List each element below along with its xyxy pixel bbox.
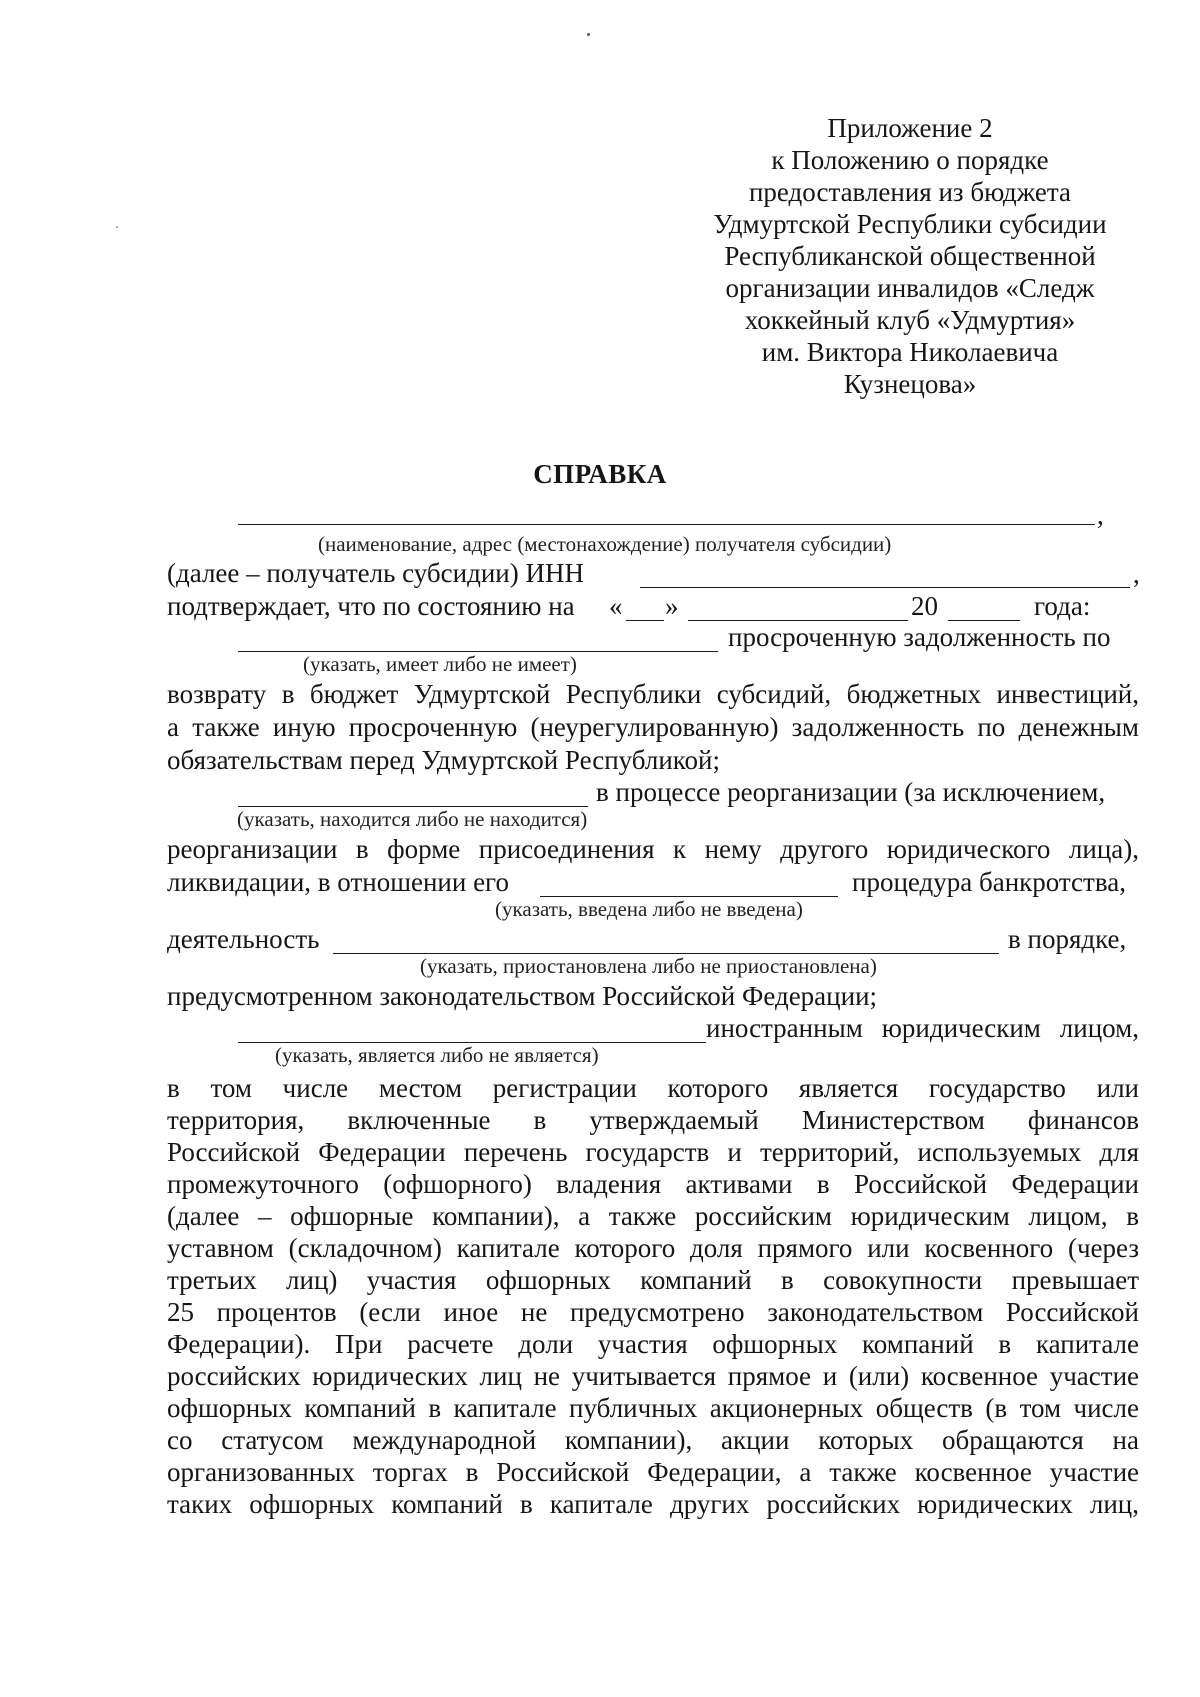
paragraph-line: офшорных компаний в капитале публичных акционерных обществ (в том числе (167, 1393, 1139, 1423)
debt-line: а также иную просроченную (неурегулированную) задолженность по денежным (167, 712, 1139, 742)
appendix-header (700, 112, 1120, 400)
appendix-line: к Положению о порядке (771, 145, 1049, 175)
inn-field[interactable] (640, 587, 1130, 588)
quote-open: « (609, 591, 623, 621)
debt-line: обязательствам перед Удмуртской Республикой; (167, 745, 720, 775)
scan-speck (116, 226, 118, 228)
scan-speck (587, 33, 590, 36)
paragraph-line: территория, включенные в утверждаемый Министерством финансов (167, 1105, 1139, 1135)
activity-line-text: предусмотренном законодательством Российской Федерации; (167, 981, 878, 1011)
bankruptcy-text: процедура банкротства, (852, 867, 1126, 897)
paragraph-line: третьих лиц) участия офшорных компаний в совокупности превышает (167, 1265, 1139, 1295)
paragraph-line: (далее – офшорные компании), а также российским юридическим лицом, в (167, 1201, 1139, 1231)
paragraph-line: 25 процентов (если иное не предусмотрено законодательством Российской (167, 1297, 1139, 1327)
date-line (167, 589, 1139, 623)
appendix-line: предоставления из бюджета (748, 177, 1072, 207)
paragraph-line: таких офшорных компаний в капитале других российских юридических лиц, (167, 1489, 1139, 1519)
paragraph-line: Российской Федерации перечень государств и территорий, используемых для (167, 1137, 1139, 1167)
debt-line: возврату в бюджет Удмуртской Республики субсидий, бюджетных инвестиций, (167, 679, 1139, 709)
activity-line (167, 922, 1139, 956)
appendix-line: хоккейный клуб «Удмуртия» (744, 305, 1076, 335)
confirm-text: подтверждает, что по состоянию на (167, 591, 575, 621)
paragraph-line: промежуточного (офшорного) владения активами в Российской Федерации (167, 1169, 1139, 1199)
document-title: СПРАВКА (533, 459, 667, 489)
year-suffix: года: (1034, 591, 1091, 621)
paragraph-line: в том числе местом регистрации которого является государство или (167, 1073, 1139, 1103)
quote-close: » (665, 591, 679, 621)
activity-order: в порядке, (1008, 924, 1127, 954)
paragraph-line: российских юридических лиц не учитывается прямое и (или) косвенное участие (167, 1361, 1139, 1391)
activity-caption: (указать, приостановлена либо не приостановлена) (420, 954, 877, 978)
appendix-line: им. Виктора Николаевича (761, 337, 1059, 367)
reorg-text: в процессе реорганизации (за исключением, (596, 777, 1106, 807)
recipient-name-field[interactable] (238, 524, 1095, 525)
reorg-caption: (указать, находится либо не находится) (237, 807, 588, 831)
appendix-line: Приложение 2 (827, 113, 993, 143)
bankruptcy-caption: (указать, введена либо не введена) (495, 897, 803, 921)
appendix-line: Удмуртской Республики субсидии (713, 209, 1107, 239)
liquidation-text: ликвидации, в отношении его (167, 867, 509, 897)
foreign-text: иностранным юридическим лицом, (706, 1013, 1139, 1043)
reorg-line: реорганизации в форме присоединения к нему другого юридического лица), (167, 834, 1139, 864)
comma: , (1097, 500, 1104, 530)
paragraph-line: Федерации). При расчете доли участия офшорных компаний в капитале (167, 1329, 1139, 1359)
comma: , (1133, 559, 1140, 589)
debt-caption: (указать, имеет либо не имеет) (303, 652, 577, 676)
activity-label: деятельность (167, 924, 320, 954)
inn-line (167, 556, 1139, 590)
recipient-caption: (наименование, адрес (местонахождение) получателя субсидии) (318, 532, 892, 556)
appendix-line: Кузнецова» (843, 369, 977, 399)
paragraph-line: уставном (складочном) капитале которого доля прямого или косвенного (через (167, 1233, 1139, 1263)
day-field[interactable] (626, 620, 664, 621)
foreign-caption: (указать, является либо не является) (275, 1043, 599, 1067)
appendix-line: Республиканской общественной (724, 241, 1096, 271)
debt-text: просроченную задолженность по (728, 622, 1111, 652)
paragraph-line: со статусом международной компании), акции которых обращаются на (167, 1425, 1139, 1455)
year-prefix: 20 (911, 591, 938, 621)
appendix-line: организации инвалидов «Следж (725, 273, 1095, 303)
paragraph-line: организованных торгах в Российской Федерации, а также косвенное участие (167, 1457, 1139, 1487)
inn-label: (далее – получатель субсидии) ИНН (167, 558, 584, 588)
